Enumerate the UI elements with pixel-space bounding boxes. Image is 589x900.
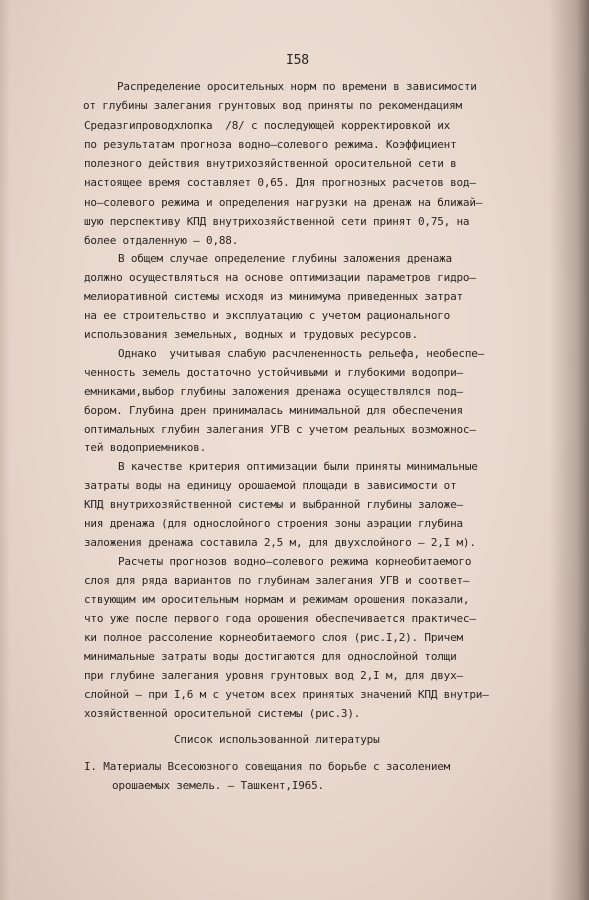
paragraph-4-line: В качестве критерия оптимизации были приняты минимальные [118,460,478,473]
paragraph-1-line: полезного действия внутрихозяйственной оросительной сети в [84,157,457,170]
paragraph-5-line: ствующим им оросительным нормам и режимам орошения показали, [84,593,470,606]
paragraph-5-line: при глубине залегания уровня грунтовых вод 2,I м, для двух– [84,669,463,682]
reference-item-line: орошаемых земель. – Ташкент,I965. [112,779,324,792]
paragraph-4-line: ния дренажа (для однослойного строения зоны аэрации глубина [84,517,463,530]
paragraph-2-line: на ее строительство и эксплуатацию с учетом рационального [84,309,451,322]
paragraph-3-line: тей водоприемников. [84,441,207,454]
paragraph-3-line: бором. Глубина дрен принималась минимальной для обеспечения [84,404,463,417]
paragraph-5-line: ки полное рассоление корнеобитаемого слоя (рис.I,2). Причем [84,631,463,644]
paragraph-5-line: Расчеты прогнозов водно–солевого режима корнеобитаемого [118,555,472,568]
reference-item-line: I. Материалы Всесоюзного совещания по борьбе с засолением [84,760,451,773]
paragraph-2-line: мелиоративной системы исходя из минимума приведенных затрат [84,290,463,303]
paragraph-2-line: должно осуществляться на основе оптимизации параметров гидро– [84,271,476,284]
paragraph-2-line: использования земельных, водных и трудовых ресурсов. [84,328,418,341]
paragraph-4-line: КПД внутрихозяйственной системы и выбранной глубины заложе– [84,498,463,511]
paragraph-4-line: затраты воды на единицу орошаемой площади в зависимости от [84,479,457,492]
paragraph-1-line: более отдаленную – 0,88. [84,234,239,247]
paragraph-3-line: емниками,выбор глубины заложения дренажа осуществлялся под– [84,385,463,398]
paragraph-1-line: Средазгипроводхлопка /8/ с последующей корректировкой их [84,119,451,132]
paragraph-1-line: шую перспективу КПД внутрихозяйственной сети принят 0,75, на [84,215,470,228]
paragraph-1-line: Распределение оросительных норм по времени в зависимости [117,80,477,93]
paragraph-2-line: В общем случае определение глубины заложения дренажа [118,252,452,265]
paragraph-5-line: что уже после первого года орошения обеспечивается практичес– [84,612,476,625]
paragraph-5-line: слойной – при I,6 м с учетом всех принятых значений КПД внутри– [84,688,489,701]
references-heading: Список использованной литературы [174,733,380,746]
paragraph-4-line: заложения дренажа составила 2,5 м, для двухслойного – 2,I м). [84,536,476,549]
paragraph-5-line: слоя для ряда вариантов по глубинам залегания УГВ и соответ– [84,574,470,587]
paragraph-1-line: по результатам прогноза водно–солевого режима. Коэффициент [84,138,457,151]
paragraph-3-line: ченность земель достаточно устойчивыми и глубокими водопри– [84,366,463,379]
paragraph-3-line: оптимальных глубин залегания УГВ с учетом реальных возможнос– [84,423,476,436]
paragraph-3-line: Однако учитывая слабую расчлененность рельефа, необеспе– [118,347,485,360]
page-number: I58 [286,53,309,68]
paragraph-1-line: настоящее время составляет 0,65. Для прогнозных расчетов вод– [84,176,476,189]
paragraph-1-line: но–солевого режима и определения нагрузки на дренаж на ближай– [84,196,483,209]
paragraph-5-line: хозяйственной оросительной системы (рис.3). [84,707,361,720]
paragraph-5-line: минимальные затраты воды достигаются для однослойной толщи [84,650,457,663]
paragraph-1-line: от глубины залегания грунтовых вод приняты по рекомендациям [83,99,462,112]
